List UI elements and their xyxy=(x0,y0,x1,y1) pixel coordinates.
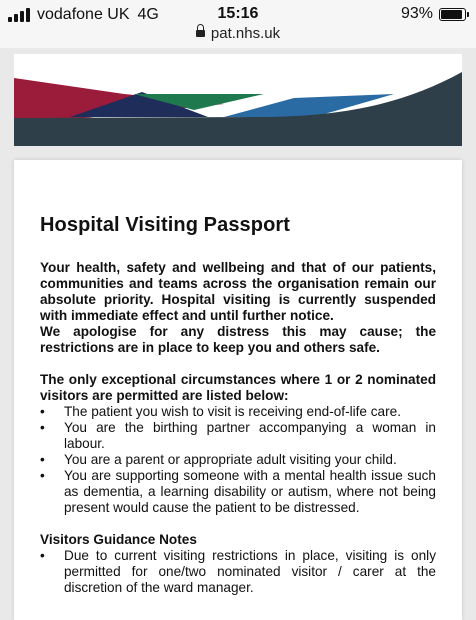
circumstances-list xyxy=(40,404,436,516)
list-item: • You are the birthing partner accompanying a woman in labour. xyxy=(40,420,436,452)
guidance-heading: Visitors Guidance Notes xyxy=(40,532,197,547)
header-graphic xyxy=(14,54,462,146)
address-bar[interactable] xyxy=(0,25,476,42)
battery-percent: 93% xyxy=(400,5,433,22)
list-item: • Due to current visiting restrictions in place, visiting is only permitted for one/two nominated visitor / carer at the discretion of the ward manager. xyxy=(40,548,436,596)
list-item: • You are supporting someone with a mental health issue such as dementia, a learning disability or autism, where not being present would cause the patient to be distressed. xyxy=(40,468,436,516)
clock: 15:16 xyxy=(217,5,259,22)
article-card xyxy=(14,160,462,620)
url-text: pat.nhs.uk xyxy=(210,25,281,42)
list-item: • The patient you wish to visit is receiving end-of-life care. xyxy=(40,404,436,420)
lock-icon xyxy=(196,30,205,37)
battery-status xyxy=(401,5,466,23)
apology-paragraph: We apologise for any distress this may cause; the restrictions are in place to keep you and others safe. xyxy=(40,324,436,355)
guidance-list xyxy=(40,548,436,596)
circumstances-heading: The only exceptional circumstances where 1 or 2 nominated visitors are permitted are listed below: xyxy=(40,372,436,403)
battery-icon xyxy=(439,8,466,21)
status-bar xyxy=(0,0,476,48)
intro-paragraph: Your health, safety and wellbeing and that of our patients, communities and teams across the organisation remain our absolute priority. Hospital visiting is currently suspended with immediate effect and until further notice. xyxy=(40,260,436,323)
battery-fill xyxy=(441,10,462,19)
network-type: 4G xyxy=(137,6,159,23)
site-header-banner xyxy=(14,54,462,146)
carrier-name: vodafone UK xyxy=(37,6,130,23)
page-title: Hospital Visiting Passport xyxy=(40,214,291,236)
list-item: • You are a parent or appropriate adult visiting your child. xyxy=(40,452,436,468)
